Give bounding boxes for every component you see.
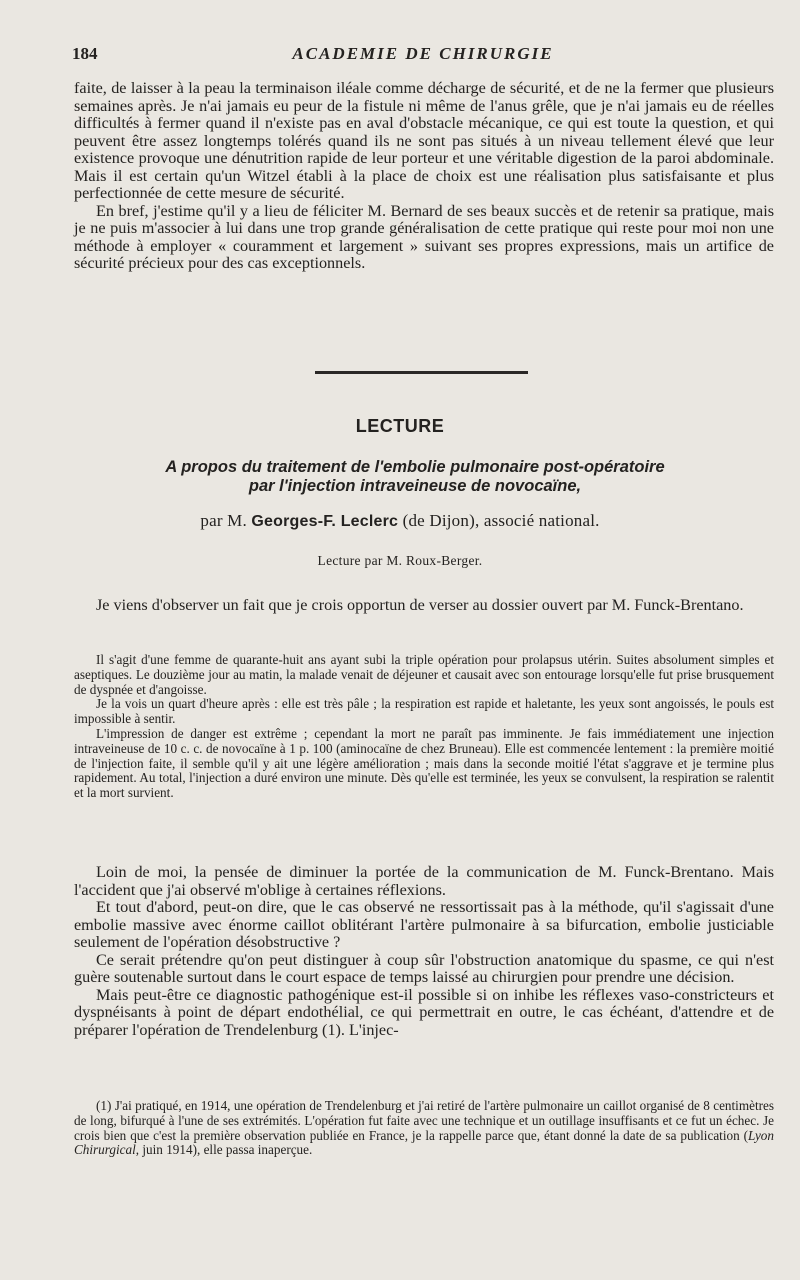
article-intro xyxy=(74,597,774,615)
discussion xyxy=(74,864,774,1039)
discussion-paragraph-1: Loin de moi, la pensée de diminuer la portée de la communication de M. Funck-Brentano. Mais l'accident que j'ai observé m'oblige à certaines réflexions. xyxy=(74,863,774,899)
page-header xyxy=(72,44,774,68)
author-name: Georges-F. Leclerc xyxy=(251,513,399,530)
byline xyxy=(0,511,800,531)
footnote-text-start: (1) J'ai pratiqué, en 1914, une opération de Trendelenburg et j'ai retiré de l'artère pulmonaire un caillot organisé de 8 centimètres de long, bifurqué à l'une de ses extrémités. L'opération fut faite avec une technique et un outillage insuffisants et ce fut un échec. Je crois bien que c'est la première observation publiée en France, je la rappelle parce que, étant donné la date de sa publication ( xyxy=(74,1098,774,1143)
case-report xyxy=(74,653,774,801)
section-divider xyxy=(315,371,528,374)
byline-prefix: par M. xyxy=(200,511,252,530)
article-title-line-1: A propos du traitement de l'embolie pulmonaire post-opératoire xyxy=(165,458,665,476)
footnote-journal: Lyon Chirurgical xyxy=(74,1127,774,1158)
continued-discussion xyxy=(74,80,774,273)
page-number: 184 xyxy=(72,44,98,63)
discussion-paragraph-3: Ce serait prétendre qu'on peut distinguer à coup sûr l'obstruction anatomique du spasme, ce qui n'est guère soutenable surtout dans le court espace de temps laissé au chirurgien pour prendre une décision. xyxy=(74,950,774,986)
discussion-paragraph-2: Et tout d'abord, peut-on dire, que le cas observé ne ressortissait pas à la méthode, qu'il s'agissait d'une embolie massive avec énorme caillot oblitérant l'artère pulmonaire à sa bifurcation, embolie justiciable seulement de l'opération désobstructive ? xyxy=(74,898,774,951)
intro-paragraph: Je viens d'observer un fait que je crois opportun de verser au dossier ouvert par M. Funck-Brentano. xyxy=(96,596,744,614)
article-title xyxy=(90,458,740,496)
section-heading: LECTURE xyxy=(355,416,445,436)
case-paragraph-3: L'impression de danger est extrême ; cependant la mort ne paraît pas imminente. Je fais immédiatement une injection intraveineuse de 10 c. c. de novocaïne à 1 p. 100 (aminocaïne de chez Bruneau). Elle est commencée lentement : la première moitié de l'injection faite, il semble qu'il y ait une légère amélioration ; mais dans la seconde moitié l'état s'aggrave et je termine plus rapidement. Au total, l'injection a duré environ une minute. Dès qu'elle est terminée, les yeux se convulsent, la respiration se ralentit et la mort survient. xyxy=(74,725,774,801)
case-paragraph-1: Il s'agit d'une femme de quarante-huit ans ayant subi la triple opération pour prolapsus utérin. Suites absolument simples et aseptiques. Le douzième jour au matin, la malade venait de déjeuner et causait avec son entourage lorsqu'elle fut prise brusquement de dyspnée et d'angoisse. xyxy=(74,652,774,697)
footnote xyxy=(74,1099,774,1158)
running-title: ACADEMIE DE CHIRURGIE xyxy=(292,44,554,63)
byline-suffix: (de Dijon), associé national. xyxy=(398,511,600,530)
continuation-paragraph-2: En bref, j'estime qu'il y a lieu de féliciter M. Bernard de ses beaux succès et de retenir sa pratique, mais je ne puis m'associer à lui dans une trop grande généralisation de cette pratique qui reste pour moi non une méthode à employer « couramment et largement » suivant ses propres expressions, mais un artifice de sécurité précieux pour des cas exceptionnels. xyxy=(74,201,774,272)
reader-line: Lecture par M. Roux-Berger. xyxy=(317,553,483,568)
case-paragraph-2: Je la vois un quart d'heure après : elle est très pâle ; la respiration est rapide et haletante, les yeux sont angoissés, le pouls est impossible à sentir. xyxy=(74,696,774,727)
footnote-text xyxy=(74,1099,774,1158)
discussion-paragraph-4: Mais peut-être ce diagnostic pathogénique est-il possible si on inhibe les réflexes vaso-constricteurs et dyspnéisants à point de départ endothélial, ce qui permettrait en outre, le cas échéant, d'attendre et de préparer l'opération de Trendelenburg (1). L'injec- xyxy=(74,985,774,1039)
continuation-paragraph-1: faite, de laisser à la peau la terminaison iléale comme décharge de sécurité, et de ne la fermer que plusieurs semaines après. Je n'ai jamais eu peur de la fistule ni même de l'anus grêle, que je n'ai jamais eu de réelles difficultés à fermer quand il n'existe pas en aval d'obstacle mécanique, ce qui est toute la question, et qui peuvent être assez longtemps tolérés quand ils ne sont pas situés à un niveau tellement élevé que leur existence provoque une dénutrition rapide de leur porteur et une véritable digestion de la paroi abdominale. Mais il est certain qu'un Witzel établi à la place de choix est une réalisation plus satisfaisante et plus perfectionnée de cette mesure de sécurité. xyxy=(74,79,774,202)
article-title-line-2: par l'injection intraveineuse de novocaïne, xyxy=(248,477,582,495)
footnote-text-end: , juin 1914), elle passa inaperçue. xyxy=(135,1142,313,1158)
